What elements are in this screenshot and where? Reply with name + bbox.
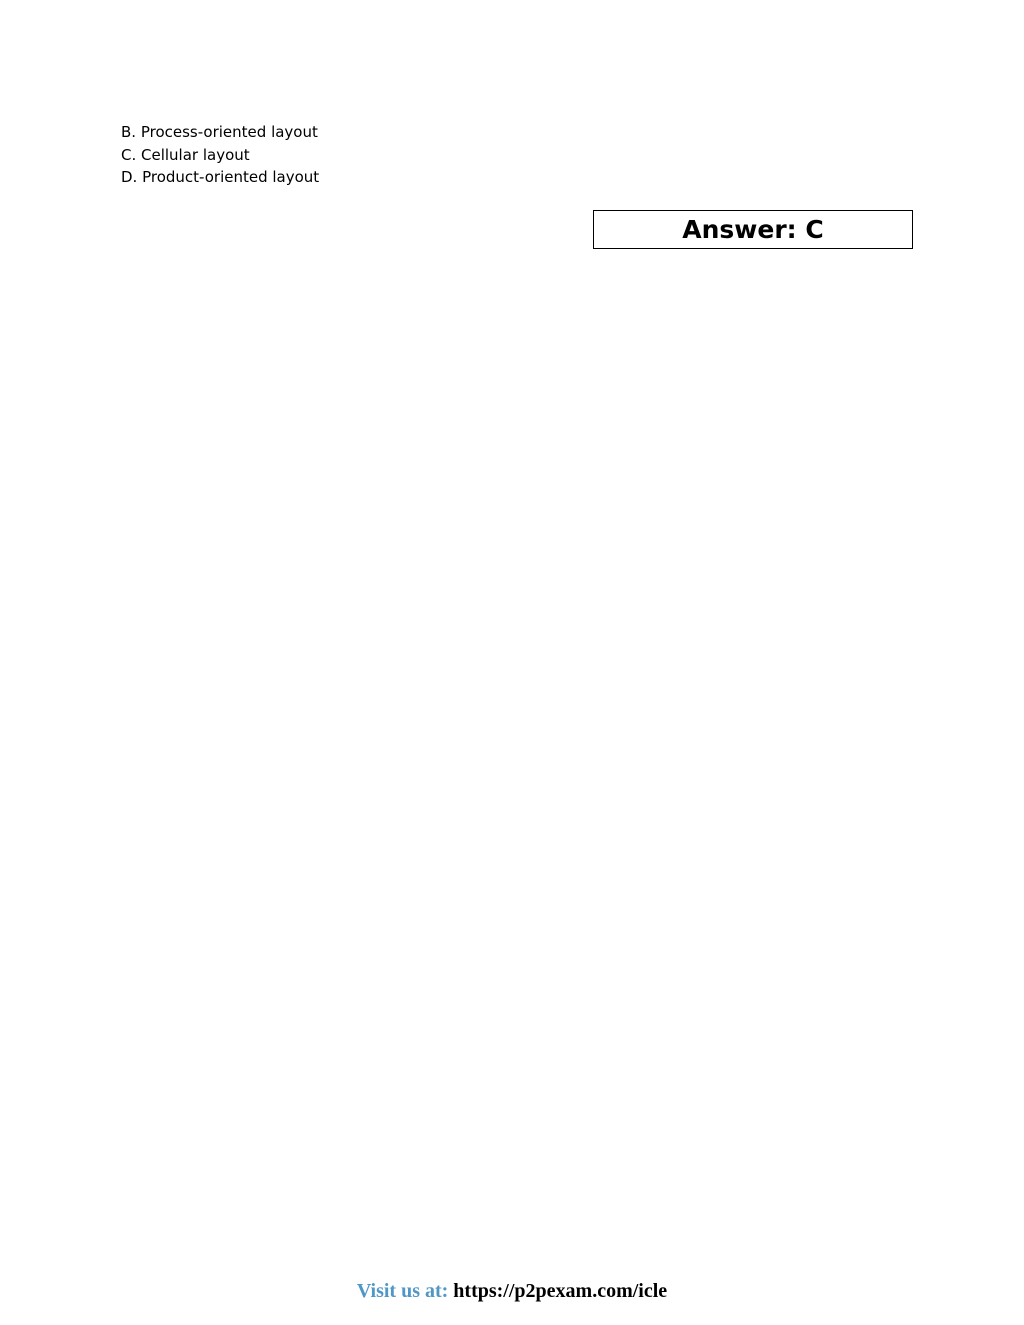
footer-visit-label: Visit us at: [356, 1280, 449, 1302]
answer-options-list [121, 121, 319, 189]
option-b: B. Process-oriented layout [121, 123, 318, 141]
answer-label: Answer: C [682, 215, 824, 244]
footer [0, 1280, 1024, 1303]
option-c: C. Cellular layout [121, 145, 250, 164]
answer-box [593, 210, 913, 249]
footer-url-link[interactable]: https://p2pexam.com/icle [453, 1280, 668, 1302]
option-d: D. Product-oriented layout [121, 168, 320, 186]
